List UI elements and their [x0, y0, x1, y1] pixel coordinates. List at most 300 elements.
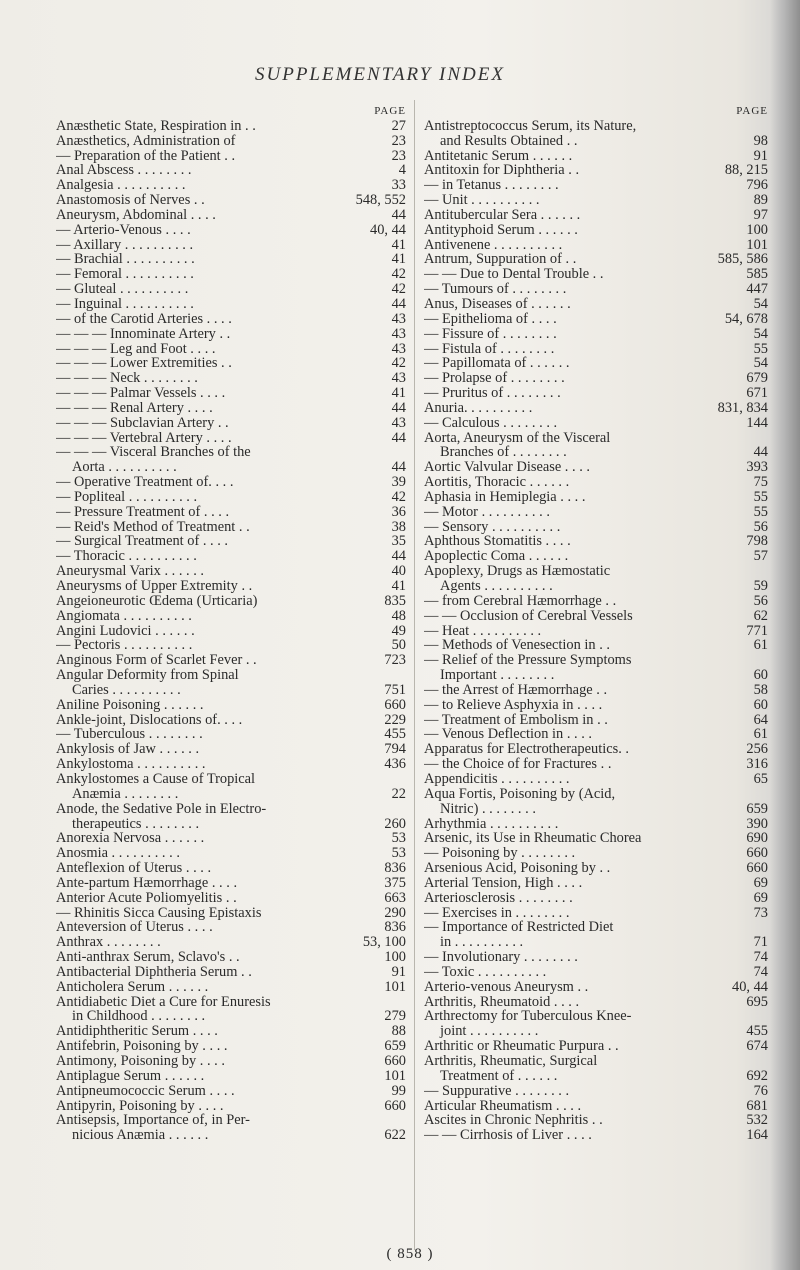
index-entry: [424, 1054, 768, 1069]
index-entry: [424, 713, 768, 728]
index-entry: [424, 846, 768, 861]
index-entry-page: 101: [384, 978, 406, 995]
index-entry-text: — Toxic . . . . . . . . . .: [424, 964, 547, 980]
index-entry: [56, 119, 406, 134]
index-entry: [424, 995, 768, 1010]
index-entry: [424, 668, 768, 683]
index-entry: [424, 267, 768, 282]
index-entry-text: Anorexia Nervosa . . . . . .: [56, 831, 205, 847]
index-entry: [56, 163, 406, 178]
index-entry: [56, 445, 406, 460]
index-entry-page: 548, 552: [355, 192, 406, 209]
index-entry-text: Articular Rheumatism . . . .: [424, 1098, 582, 1114]
index-entry-page: 455: [746, 1023, 768, 1040]
index-entry: [56, 1039, 406, 1054]
index-entry: [56, 579, 406, 594]
index-entry-text: — Arterio-Venous . . . .: [56, 222, 191, 238]
index-entry-text: — the Choice of for Fractures . .: [424, 757, 612, 772]
index-entry-text: — Pectoris . . . . . . . . . .: [56, 638, 193, 654]
index-entry: [424, 906, 768, 921]
index-entry-page: 54: [753, 325, 768, 342]
index-entry-text: therapeutics . . . . . . . .: [72, 816, 200, 832]
index-entry-page: 39: [391, 474, 406, 491]
index-entry-page: 98: [753, 132, 768, 149]
index-entry-text: — Operative Treatment of. . . .: [56, 475, 234, 490]
index-entry: [424, 594, 768, 609]
index-entry-text: — Rhinitis Sicca Causing Epistaxis: [56, 905, 262, 921]
index-entry-text: — — Cirrhosis of Liver . . . .: [424, 1128, 592, 1144]
index-entry-page: 56: [753, 592, 768, 609]
index-entry-text: Arsenious Acid, Poisoning by . .: [424, 861, 611, 876]
index-entry: [424, 861, 768, 876]
index-entry-text: Arhythmia . . . . . . . . . .: [424, 816, 559, 832]
index-entry-text: Important . . . . . . . .: [440, 668, 555, 683]
index-entry-page: 33: [391, 177, 406, 194]
index-entry: [424, 727, 768, 742]
index-entry: [424, 653, 768, 668]
index-entry: [424, 238, 768, 253]
index-entry-page: 44: [391, 548, 406, 565]
index-entry: [56, 772, 406, 787]
index-entry: [56, 1054, 406, 1069]
index-entry-text: — Thoracic . . . . . . . . . .: [56, 549, 197, 565]
index-entry: [56, 252, 406, 267]
index-entry-page: 22: [391, 785, 406, 802]
index-entry-page: 690: [746, 830, 768, 847]
index-entry: [424, 505, 768, 520]
index-entry: [424, 178, 768, 193]
index-entry-page: 659: [384, 1038, 406, 1055]
index-entry-page: 375: [384, 874, 406, 891]
index-entry-page: 660: [746, 845, 768, 862]
index-entry-page: 835: [384, 592, 406, 609]
index-entry: [56, 327, 406, 342]
index-entry-page: 679: [746, 370, 768, 387]
index-entry-text: Aneurysms of Upper Extremity . .: [56, 579, 253, 594]
index-entry-text: Arthritic or Rheumatic Purpura . .: [424, 1039, 619, 1054]
index-entry: [56, 861, 406, 876]
index-entry: [56, 549, 406, 564]
index-entry-text: — Pressure Treatment of . . . .: [56, 504, 230, 520]
index-entry-page: 290: [384, 904, 406, 921]
index-entry-text: Anode, the Sedative Pole in Electro-: [56, 801, 267, 817]
index-entry-page: 660: [746, 860, 768, 877]
index-entry-page: 54, 678: [724, 310, 768, 327]
index-entry: [56, 416, 406, 431]
index-entry: [56, 564, 406, 579]
index-entry-page: 75: [753, 474, 768, 491]
index-entry-page: 42: [391, 355, 406, 372]
index-entry-page: 40: [391, 563, 406, 580]
index-entry-text: Antitetanic Serum . . . . . .: [424, 148, 573, 164]
index-entry-page: 53: [391, 845, 406, 862]
index-entry: [56, 401, 406, 416]
index-entry-text: Aorta . . . . . . . . . .: [72, 460, 177, 476]
column-divider: [414, 100, 415, 1250]
index-entry-page: 60: [753, 696, 768, 713]
index-entry: [56, 950, 406, 965]
index-entry: [56, 876, 406, 891]
index-entry-page: 88: [391, 1023, 406, 1040]
index-entry: [424, 787, 768, 802]
index-entry-text: Antipyrin, Poisoning by . . . .: [56, 1098, 224, 1114]
index-entry: [56, 624, 406, 639]
index-entry-text: Ankylostomes a Cause of Tropical: [56, 771, 256, 787]
index-entry-page: 74: [753, 949, 768, 966]
index-entry-text: — Involutionary . . . . . . . .: [424, 950, 578, 965]
index-entry: [56, 386, 406, 401]
index-entry-text: Anthrax . . . . . . . .: [56, 935, 161, 951]
index-entry-text: — Treatment of Embolism in . .: [424, 712, 608, 728]
index-entry: [56, 683, 406, 698]
index-entry: [56, 817, 406, 832]
index-entry-page: 89: [753, 192, 768, 209]
index-entry-text: Angular Deformity from Spinal: [56, 668, 239, 683]
index-entry-text: — Brachial . . . . . . . . . .: [56, 252, 195, 268]
index-entry-text: Apoplectic Coma . . . . . .: [424, 549, 569, 565]
index-entry-page: 65: [753, 770, 768, 787]
index-entry: [56, 312, 406, 327]
index-entry-text: — from Cerebral Hæmorrhage . .: [424, 593, 617, 609]
index-entry-page: 36: [391, 503, 406, 520]
index-entry-page: 723: [384, 652, 406, 669]
index-entry-page: 41: [391, 236, 406, 253]
index-entry-text: — — — Vertebral Artery . . . .: [56, 430, 232, 446]
index-entry: [56, 757, 406, 772]
index-entry-text: Antrum, Suppuration of . .: [424, 252, 577, 268]
index-entry: [56, 460, 406, 475]
index-entry-page: 393: [746, 459, 768, 476]
index-entry-text: — Reid's Method of Treatment . .: [56, 519, 250, 535]
index-entry-page: 27: [391, 117, 406, 134]
index-entry-text: Appendicitis . . . . . . . . . .: [424, 771, 570, 787]
index-column-right: [424, 104, 768, 1143]
index-entry: [56, 727, 406, 742]
index-entry: [56, 342, 406, 357]
index-entry-text: Arterial Tension, High . . . .: [424, 875, 583, 891]
index-entry: [424, 950, 768, 965]
index-entry-text: Anæsthetics, Administration of: [56, 133, 236, 149]
index-entry-text: in . . . . . . . . . .: [440, 935, 524, 951]
index-entry-page: 59: [753, 578, 768, 594]
index-entry-text: Anuria. . . . . . . . . .: [424, 400, 533, 416]
index-entry-text: in Childhood . . . . . . . .: [72, 1009, 206, 1025]
index-entry-text: Antivenene . . . . . . . . . .: [424, 237, 563, 253]
index-entry-text: — in Tetanus . . . . . . . .: [424, 178, 559, 194]
index-entry-page: 60: [753, 667, 768, 684]
index-entry: [424, 134, 768, 149]
index-entry-page: 23: [391, 132, 406, 149]
index-entry: [56, 534, 406, 549]
index-entry-text: Antifebrin, Poisoning by . . . .: [56, 1039, 228, 1054]
index-entry-page: 97: [753, 206, 768, 223]
index-entry-page: 316: [746, 756, 768, 773]
index-entry: [424, 831, 768, 846]
index-entry-text: — Heat . . . . . . . . . .: [424, 623, 542, 639]
index-entry: [424, 1024, 768, 1039]
index-entry: [424, 1113, 768, 1128]
index-entry-page: 100: [384, 949, 406, 966]
index-entry-page: 681: [746, 1097, 768, 1114]
index-entry: [424, 163, 768, 178]
index-entry-text: Anterior Acute Poliomyelitis . .: [56, 890, 237, 906]
index-entry-text: — Poisoning by . . . . . . . .: [424, 846, 576, 862]
index-entry: [56, 149, 406, 164]
index-entry: [424, 876, 768, 891]
index-entry: [56, 787, 406, 802]
index-entry-page: 38: [391, 518, 406, 535]
index-entry: [56, 475, 406, 490]
index-entry-text: Caries . . . . . . . . . .: [72, 682, 181, 698]
index-entry-page: 44: [391, 429, 406, 446]
index-entry: [56, 742, 406, 757]
index-entry: [56, 846, 406, 861]
index-entry-page: 831, 834: [717, 399, 768, 416]
index-entry-page: 660: [384, 696, 406, 713]
index-entry-text: Aortic Valvular Disease . . . .: [424, 460, 590, 476]
index-entry-text: — Popliteal . . . . . . . . . .: [56, 489, 198, 505]
index-entry-text: — Gluteal . . . . . . . . . .: [56, 282, 189, 297]
index-entry-page: 42: [391, 488, 406, 505]
index-entry: [56, 609, 406, 624]
index-entry-page: 43: [391, 310, 406, 327]
index-entry-text: — Femoral . . . . . . . . . .: [56, 267, 194, 283]
index-entry-text: Aqua Fortis, Poisoning by (Acid,: [424, 786, 616, 802]
index-entry-text: Aortitis, Thoracic . . . . . .: [424, 475, 570, 490]
index-entry-page: 88, 215: [724, 162, 768, 179]
index-entry-text: Ascites in Chronic Nephritis . .: [424, 1113, 603, 1129]
index-entry-text: — — Occlusion of Cerebral Vessels: [424, 608, 633, 624]
index-entry-text: Aneurysm, Abdominal . . . .: [56, 207, 216, 223]
index-entry-text: Nitric) . . . . . . . .: [440, 801, 536, 817]
index-entry-page: 44: [391, 459, 406, 476]
index-entry: [56, 267, 406, 282]
index-entry: [424, 698, 768, 713]
index-entry-text: — — — Leg and Foot . . . .: [56, 341, 216, 357]
index-entry: [56, 431, 406, 446]
index-entry-page: 91: [753, 147, 768, 164]
index-entry: [56, 1009, 406, 1024]
index-entry-text: — Tuberculous . . . . . . . .: [56, 727, 203, 743]
index-entry-text: — Axillary . . . . . . . . . .: [56, 237, 194, 253]
index-entry: [56, 935, 406, 950]
index-entry: [424, 193, 768, 208]
index-entry-text: Anosmia . . . . . . . . . .: [56, 846, 180, 862]
index-entry-text: — — — Visceral Branches of the: [56, 445, 251, 461]
index-entry-page: 674: [746, 1038, 768, 1055]
index-entry-text: Antityphoid Serum . . . . . .: [424, 222, 578, 238]
index-entry-page: 55: [753, 503, 768, 520]
index-entry-page: 279: [384, 1008, 406, 1025]
index-entry: [424, 534, 768, 549]
index-entry-page: 447: [746, 281, 768, 298]
index-entry-text: — — — Subclavian Artery . .: [56, 415, 229, 431]
index-entry-text: Anti-anthrax Serum, Sclavo's . .: [56, 950, 240, 965]
index-entry-page: 671: [746, 385, 768, 402]
index-entry-text: — — Due to Dental Trouble . .: [424, 267, 604, 283]
index-entry: [424, 208, 768, 223]
index-entry: [56, 1128, 406, 1143]
index-entry: [424, 802, 768, 817]
index-entry: [424, 119, 768, 134]
index-entry-page: 43: [391, 340, 406, 357]
index-entry-page: 23: [391, 147, 406, 164]
index-entry-text: — Venous Deflection in . . . .: [424, 727, 592, 743]
index-entry: [424, 327, 768, 342]
index-entry: [56, 1084, 406, 1099]
index-entry-text: — — — Neck . . . . . . . .: [56, 371, 198, 387]
index-entry-page: 62: [753, 607, 768, 624]
index-entry-text: and Results Obtained . .: [440, 133, 578, 149]
index-entry: [56, 297, 406, 312]
index-entry-page: 44: [391, 295, 406, 312]
index-entry: [424, 980, 768, 995]
index-entry-page: 41: [391, 578, 406, 594]
index-entry-text: Anginous Form of Scarlet Fever . .: [56, 653, 257, 669]
index-entry-text: Aorta, Aneurysm of the Visceral: [424, 430, 611, 446]
index-entry: [56, 505, 406, 520]
index-entry: [424, 638, 768, 653]
index-entry-page: 53, 100: [362, 934, 406, 951]
index-entry-page: 50: [391, 637, 406, 654]
index-entry-text: Antiplague Serum . . . . . .: [56, 1068, 205, 1084]
index-entry-page: 660: [384, 1053, 406, 1069]
index-entry-text: — Calculous . . . . . . . .: [424, 415, 558, 431]
index-entry-page: 455: [384, 726, 406, 743]
index-entry-page: 42: [391, 281, 406, 298]
index-entry-page: 798: [746, 533, 768, 550]
index-entry-page: 585, 586: [717, 251, 768, 268]
index-entry-text: — Sensory . . . . . . . . . .: [424, 519, 561, 535]
index-entry: [424, 416, 768, 431]
index-entry-text: — Relief of the Pressure Symptoms: [424, 653, 632, 669]
index-entry: [424, 460, 768, 475]
index-entry: [56, 1099, 406, 1114]
index-entry-text: Anastomosis of Nerves . .: [56, 193, 205, 208]
index-entry: [424, 935, 768, 950]
index-entry: [56, 965, 406, 980]
index-entry-text: Anteflexion of Uterus . . . .: [56, 861, 212, 876]
index-entry-text: — — — Renal Artery . . . .: [56, 400, 213, 416]
index-entry: [56, 594, 406, 609]
index-entry-text: Ankle-joint, Dislocations of. . . .: [56, 712, 243, 728]
index-entry-text: Angini Ludovici . . . . . .: [56, 623, 195, 639]
index-entry: [56, 520, 406, 535]
index-entry-text: Arsenic, its Use in Rheumatic Chorea: [424, 831, 642, 847]
index-entry-text: — Motor . . . . . . . . . .: [424, 504, 550, 520]
index-entry-text: Analgesia . . . . . . . . . .: [56, 178, 186, 194]
index-entry-text: Angeioneurotic Œdema (Urticaria): [56, 593, 258, 609]
index-entry: [56, 223, 406, 238]
index-entry: [424, 1084, 768, 1099]
index-entry: [424, 742, 768, 757]
index-entry-page: 101: [746, 236, 768, 253]
page-edge-shadow: [770, 0, 800, 1270]
index-entry-text: Anticholera Serum . . . . . .: [56, 979, 209, 995]
index-entry-page: 41: [391, 385, 406, 402]
index-entry-page: 692: [746, 1067, 768, 1084]
index-entry: [424, 1039, 768, 1054]
index-entry-page: 663: [384, 889, 406, 906]
index-entry-text: — the Arrest of Hæmorrhage . .: [424, 682, 608, 698]
index-entry-page: 164: [746, 1127, 768, 1144]
index-entry-page: 54: [753, 355, 768, 372]
index-entry-text: Ankylosis of Jaw . . . . . .: [56, 742, 200, 758]
index-entry: [56, 193, 406, 208]
index-entry-text: Arthritis, Rheumatoid . . . .: [424, 994, 580, 1010]
index-entry: [424, 579, 768, 594]
index-entry-page: 256: [746, 741, 768, 758]
index-entry-text: Ante-partum Hæmorrhage . . . .: [56, 875, 238, 891]
index-entry-page: 41: [391, 251, 406, 268]
index-entry-text: Antitoxin for Diphtheria . .: [424, 163, 580, 179]
index-entry-page: 91: [391, 963, 406, 980]
index-entry-text: — Prolapse of . . . . . . . .: [424, 371, 565, 387]
index-entry-page: 61: [753, 726, 768, 743]
index-entry: [424, 445, 768, 460]
page-number: ( 858 ): [386, 1246, 434, 1262]
index-entry-page: 4: [398, 162, 406, 179]
index-entry: [56, 208, 406, 223]
index-entry-page: 58: [753, 681, 768, 698]
index-entry-text: — Surgical Treatment of . . . .: [56, 534, 229, 550]
index-entry-text: Ankylostoma . . . . . . . . . .: [56, 757, 206, 772]
index-entry-page: 695: [746, 993, 768, 1010]
index-entry-page: 659: [746, 800, 768, 817]
index-entry-page: 54: [753, 295, 768, 312]
index-entry-page: 69: [753, 889, 768, 906]
index-entry: [56, 980, 406, 995]
index-entry-page: 585: [746, 266, 768, 283]
index-entry-text: Antimony, Poisoning by . . . .: [56, 1054, 225, 1069]
index-entry: [56, 371, 406, 386]
index-entry-text: — Fissure of . . . . . . . .: [424, 326, 557, 342]
index-entry-page: 144: [746, 414, 768, 431]
index-entry: [424, 549, 768, 564]
page-column-label: PAGE: [374, 105, 406, 117]
index-entry: [424, 252, 768, 267]
index-entry-page: 44: [391, 399, 406, 416]
index-entry-text: Antidiabetic Diet a Cure for Enuresis: [56, 994, 271, 1010]
index-entry: [424, 1069, 768, 1084]
index-entry-text: — Inguinal . . . . . . . . . .: [56, 296, 194, 312]
index-entry: [424, 757, 768, 772]
index-entry-text: Anteversion of Uterus . . . .: [56, 920, 213, 936]
index-entry-text: — Fistula of . . . . . . . .: [424, 341, 555, 357]
index-entry: [424, 431, 768, 446]
index-entry-text: Arteriosclerosis . . . . . . . .: [424, 890, 573, 906]
index-entry: [56, 178, 406, 193]
index-entry-text: Antibacterial Diphtheria Serum . .: [56, 964, 252, 980]
index-entry: [424, 490, 768, 505]
index-entry: [424, 386, 768, 401]
index-entry: [56, 638, 406, 653]
index-entry-text: Anæmia . . . . . . . .: [72, 786, 179, 802]
index-entry-text: Arthrectomy for Tuberculous Knee-: [424, 1009, 632, 1025]
index-entry: [56, 802, 406, 817]
index-entry-page: 532: [746, 1112, 768, 1129]
index-entry: [56, 1113, 406, 1128]
index-entry-page: 660: [384, 1097, 406, 1114]
index-entry: [56, 282, 406, 297]
index-entry-page: 260: [384, 815, 406, 832]
index-entry-page: 40, 44: [732, 978, 768, 995]
index-entry-page: 35: [391, 533, 406, 550]
index-entry: [56, 1069, 406, 1084]
index-entry-text: Antitubercular Sera . . . . . .: [424, 207, 581, 223]
index-entry: [424, 312, 768, 327]
index-entry-text: — Papillomata of . . . . . .: [424, 356, 570, 372]
